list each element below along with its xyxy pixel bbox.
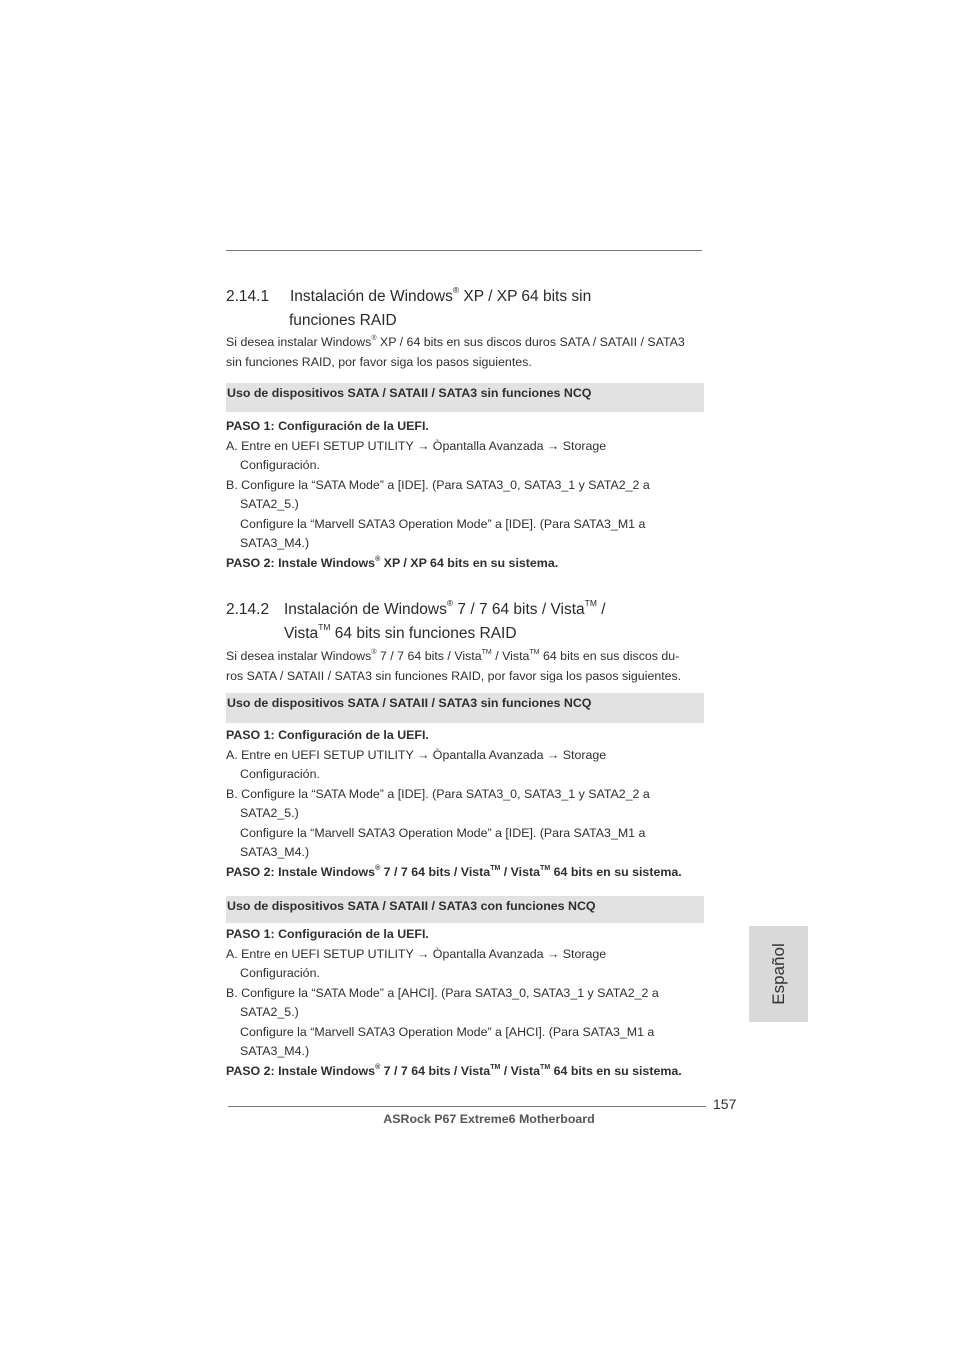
section-heading-2-14-2-line2: Vista™ 64 bits sin funciones RAID: [284, 622, 517, 642]
steps-block: PASO 1: Configuración de la UEFI. A. Entre en UEFI SETUP UTILITY → Òpantalla Avanzada → Storage Configuración. B. Configure la “SATA Mode” a [IDE]. (Para SATA3_0, SATA3_1 y SATA2_2 a SATA2_5.) Configure la “Marvell SATA3 Operation Mode” a [IDE]. (Para SATA3_M1 a SATA3_M4.) PASO 2: Instale Windows® 7 / 7 64 bits / Vista™ / Vista™ 64 bits en su sistema.: [226, 726, 682, 882]
step-b: B. Configure la “SATA Mode” a [IDE]. (Para SATA3_0, SATA3_1 y SATA2_2 a: [226, 477, 650, 492]
step-marvell: Configure la “Marvell SATA3 Operation Mode” a [AHCI]. (Para SATA3_M1 a: [240, 1024, 655, 1039]
footer-rule: [228, 1106, 706, 1107]
step-b: B. Configure la “SATA Mode” a [IDE]. (Para SATA3_0, SATA3_1 y SATA2_2 a: [226, 786, 650, 801]
section-intro: Si desea instalar Windows® XP / 64 bits en sus discos duros SATA / SATAII / SATA3 sin funciones RAID, por favor siga los pasos siguientes.: [226, 335, 685, 369]
step-a: A. Entre en UEFI SETUP UTILITY → Òpantalla Avanzada → Storage: [226, 747, 607, 762]
ncq-banner: Uso de dispositivos SATA / SATAII / SATA3 sin funciones NCQ: [226, 383, 704, 412]
step-2-title: PASO 2: Instale Windows® 7 / 7 64 bits / Vista™ / Vista™ 64 bits en su sistema.: [226, 864, 682, 879]
header-rule: [226, 250, 702, 251]
page-number: 157: [713, 1096, 737, 1112]
section-heading-2-14-1-line2: funciones RAID: [289, 312, 397, 329]
step-marvell: Configure la “Marvell SATA3 Operation Mode” a [IDE]. (Para SATA3_M1 a: [240, 516, 646, 531]
footer-text: ASRock P67 Extreme6 Motherboard: [383, 1112, 595, 1126]
ncq-banner: Uso de dispositivos SATA / SATAII / SATA3 sin funciones NCQ: [226, 693, 704, 723]
section-heading-2-14-1: 2.14.1 Instalación de Windows® XP / XP 64 bits sin: [226, 285, 592, 305]
steps-block: PASO 1: Configuración de la UEFI. A. Entre en UEFI SETUP UTILITY → Òpantalla Avanzada → Storage Configuración. B. Configure la “SATA Mode” a [AHCI]. (Para SATA3_0, SATA3_1 y SATA2_2 a SATA2_5.) Configure la “Marvell SATA3 Operation Mode” a [AHCI]. (Para SATA3_M1 a SATA3_M4.) PASO 2: Instale Windows® 7 / 7 64 bits / Vista™ / Vista™ 64 bits en su sistema.: [226, 925, 682, 1081]
step-1-title: PASO 1: Configuración de la UEFI.: [226, 728, 429, 742]
step-a: A. Entre en UEFI SETUP UTILITY → Òpantalla Avanzada → Storage: [226, 946, 607, 961]
section-number: 2.14.1: [226, 288, 270, 305]
step-1-title: PASO 1: Configuración de la UEFI.: [226, 927, 429, 941]
step-1-title: PASO 1: Configuración de la UEFI.: [226, 419, 429, 433]
step-a: A. Entre en UEFI SETUP UTILITY → Òpantalla Avanzada → Storage: [226, 438, 607, 453]
section-number: 2.14.2: [226, 601, 270, 618]
steps-block: PASO 1: Configuración de la UEFI. A. Entre en UEFI SETUP UTILITY → Òpantalla Avanzada → Storage Configuración. B. Configure la “SATA Mode” a [IDE]. (Para SATA3_0, SATA3_1 y SATA2_2 a SATA2_5.) Configure la “Marvell SATA3 Operation Mode” a [IDE]. (Para SATA3_M1 a SATA3_M4.) PASO 2: Instale Windows® XP / XP 64 bits en su sistema.: [226, 417, 650, 573]
step-2-title: PASO 2: Instale Windows® 7 / 7 64 bits / Vista™ / Vista™ 64 bits en su sistema.: [226, 1063, 682, 1078]
language-tab-label: Español: [768, 943, 788, 1005]
step-marvell: Configure la “Marvell SATA3 Operation Mode” a [IDE]. (Para SATA3_M1 a: [240, 825, 646, 840]
step-2-title: PASO 2: Instale Windows® XP / XP 64 bits en su sistema.: [226, 555, 559, 570]
step-b: B. Configure la “SATA Mode” a [AHCI]. (Para SATA3_0, SATA3_1 y SATA2_2 a: [226, 985, 659, 1000]
language-tab: [749, 926, 808, 1022]
section-intro: Si desea instalar Windows® 7 / 7 64 bits / Vista™ / Vista™ 64 bits en sus discos du- ros SATA / SATAII / SATA3 sin funciones RAID, por favor siga los pasos siguientes.: [226, 649, 682, 683]
section-heading-2-14-2: 2.14.2 Instalación de Windows® 7 / 7 64 bits / Vista™ /: [226, 598, 606, 618]
ncq-banner: Uso de dispositivos SATA / SATAII / SATA3 con funciones NCQ: [226, 896, 704, 923]
